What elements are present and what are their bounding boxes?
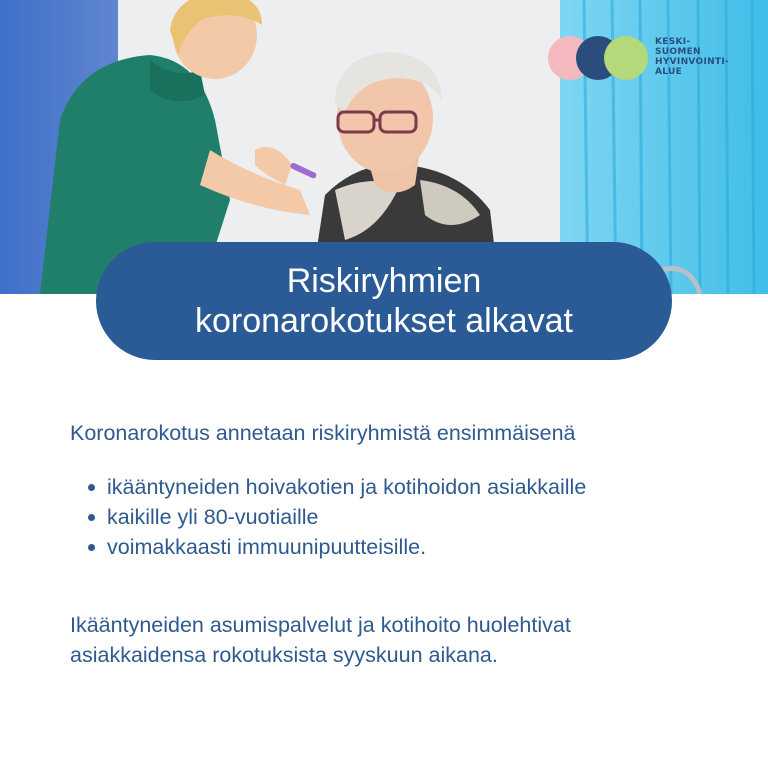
hyvinvointialue-logo: [546, 34, 766, 82]
outro-text: [70, 610, 730, 670]
list-item: voimakkaasti immuunipuutteisille.: [88, 532, 730, 562]
three-overlapping-circles-logo: [546, 34, 650, 82]
headline-line-1: Riskiryhmien: [286, 262, 482, 300]
logo-line-4: ALUE: [655, 67, 683, 77]
logo-line-1: KESKI-: [655, 37, 691, 47]
logo-wordmark: [655, 37, 765, 77]
logo-green-circle: [604, 36, 648, 80]
logo-line-2: SUOMEN: [655, 47, 701, 57]
outro-line-1: Ikääntyneiden asumispalvelut ja kotihoito huolehtivat: [70, 613, 571, 637]
logo-line-3: HYVINVOINTI-: [655, 57, 730, 67]
body-content: [70, 418, 730, 670]
headline-line-2: koronarokotukset alkavat: [195, 302, 573, 340]
outro-line-2: asiakkaidensa rokotuksista syyskuun aikana.: [70, 643, 498, 667]
list-item: kaikille yli 80-vuotiaille: [88, 502, 730, 532]
risk-group-list: [70, 472, 730, 562]
headline-banner: [96, 242, 672, 360]
intro-text: Koronarokotus annetaan riskiryhmistä ensimmäisenä: [70, 421, 576, 445]
list-item: ikääntyneiden hoivakotien ja kotihoidon asiakkaille: [88, 472, 730, 502]
